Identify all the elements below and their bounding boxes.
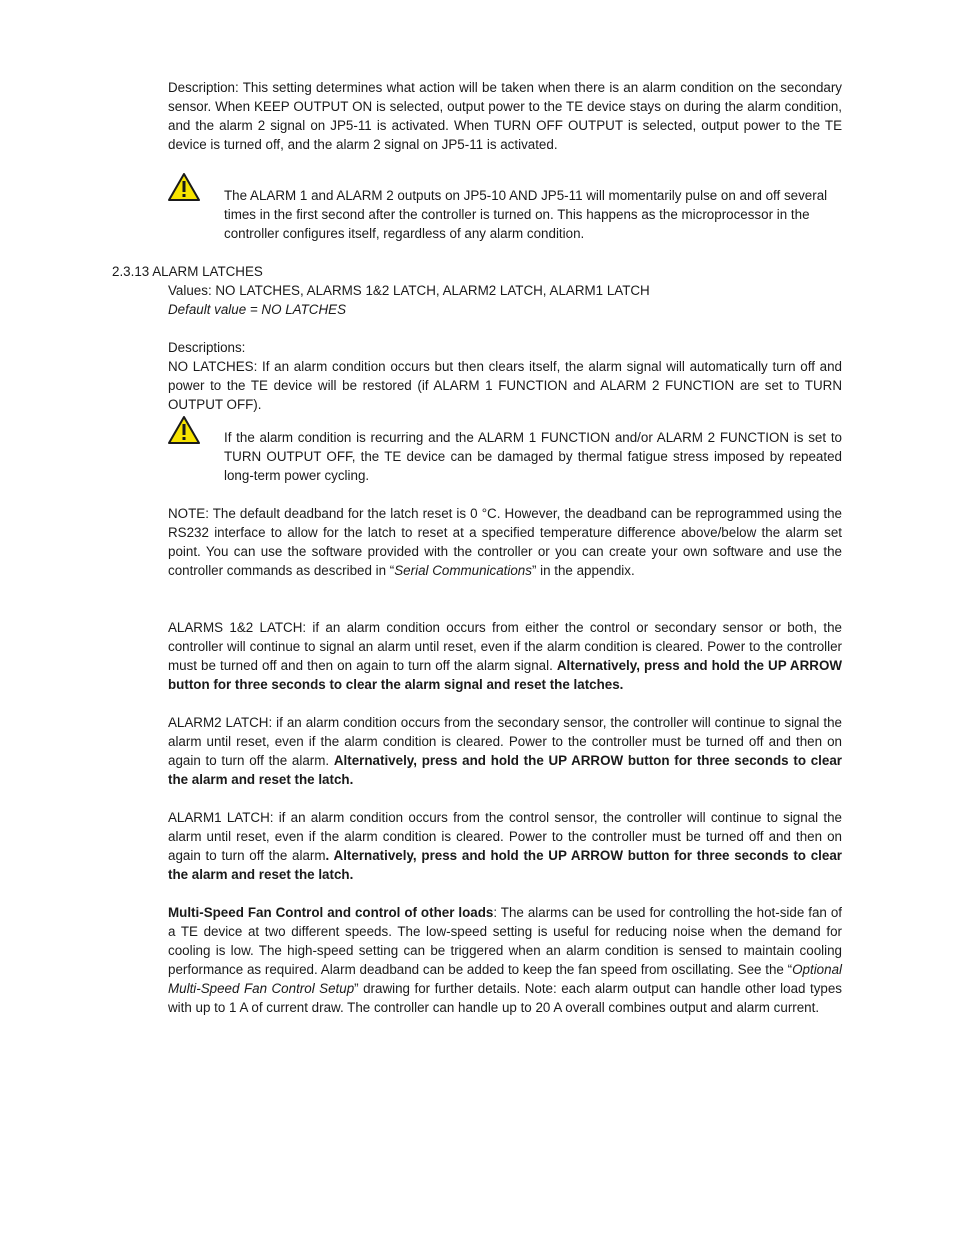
multi-speed-heading: Multi-Speed Fan Control and control of other loads (168, 905, 494, 920)
note-text-end: ” in the appendix. (531, 563, 635, 578)
multi-speed-text-end: ” drawing for further details. Note: each alarm output can handle other load types with up to 1 A of current draw. The controller can handle up to 20 A overall combines output and alarm current. (168, 981, 842, 1015)
alarm2-bold: Alternatively, press and hold the UP ARROW button for three seconds to clear the alarm and reset the latch. (168, 753, 843, 787)
warning-triangle-icon (168, 415, 200, 445)
note-paragraph (168, 504, 842, 580)
warning-note-1 (168, 172, 842, 244)
default-value-text: Default value = NO LATCHES (168, 302, 346, 317)
note-italic-ref: Serial Communications (394, 563, 532, 578)
alarms-1-2-bold: Alternatively, press and hold the UP ARROW button for three seconds to clear the alarm signal and reset the latches. (168, 658, 842, 692)
alarms-1-2-text: ALARMS 1&2 LATCH: if an alarm condition occurs from either the control or secondary sensor or both, the controller will continue to signal an alarm until reset, even if the alarm condition is cleared. Power to the controller must be turned off and then on again to turn off the alarm signal. (168, 620, 842, 673)
alarm1-bold: . Alternatively, press and hold the UP ARROW button for three seconds to clear the alarm and reset the latch. (168, 848, 842, 882)
section-heading: 2.3.13 ALARM LATCHES (112, 264, 263, 279)
default-value-line (168, 300, 842, 319)
note-text: NOTE: The default deadband for the latch reset is 0 °C. However, the deadband can be reprogrammed using the RS232 interface to allow for the latch to reset at a specified temperature difference above/below the alarm set point. You can use the software provided with the controller or you can create your own software and use the controller commands as described in “ (168, 506, 842, 578)
description-paragraph (168, 78, 842, 154)
alarm2-text: ALARM2 LATCH: if an alarm condition occurs from the secondary sensor, the controller will continue to signal the alarm until reset, even if the alarm condition is cleared. Power to the controller must be turned off and then on again to turn off the alarm. (168, 715, 842, 768)
alarms-1-2-latch-paragraph (168, 618, 842, 694)
warning-1-text (224, 186, 842, 243)
description-text: Description: This setting determines what action will be taken when there is an alarm condition on the secondary sensor. When KEEP OUTPUT ON is selected, output power to the TE device stays on during the alarm condition, and the alarm 2 signal on JP5-11 is activated. When TURN OFF OUTPUT is selected, output power to the TE device is turned off, and the alarm 2 signal on JP5-11 is activated. (168, 80, 842, 152)
values-line: Values: NO LATCHES, ALARMS 1&2 LATCH, ALARM2 LATCH, ALARM1 LATCH (168, 283, 650, 298)
no-latches-text: NO LATCHES: If an alarm condition occurs but then clears itself, the alarm signal will automatically turn off and power to the TE device will be restored (if ALARM 1 FUNCTION and ALARM 2 FUNCTION are set to TURN OUTPUT OFF). (168, 359, 842, 412)
warning-note-2 (168, 415, 842, 487)
warning-1-content: The ALARM 1 and ALARM 2 outputs on JP5-10 AND JP5-11 will momentarily pulse on and off several times in the first second after the controller is turned on. This happens as the microprocessor in the controller configures itself, regardless of any alarm condition. (224, 188, 828, 241)
multi-speed-fan-paragraph (168, 903, 842, 1017)
alarm1-latch-paragraph (168, 808, 842, 884)
multi-speed-text: : The alarms can be used for controlling the hot-side fan of a TE device at two different speeds. The low-speed setting is useful for reducing noise when the demand for cooling is low. The high-speed setting can be triggered when an alarm condition is sensed to maintain cooling performance as required. Alarm deadband can be added to keep the fan speed from oscillating. See the “ (168, 905, 842, 977)
alarm1-text: ALARM1 LATCH: if an alarm condition occurs from the control sensor, the controller will continue to signal the alarm until reset, even if the alarm condition is cleared. Power to the controller must be turned off and then on again to turn off the alarm (168, 810, 842, 863)
warning-2-content: If the alarm condition is recurring and the ALARM 1 FUNCTION and/or ALARM 2 FUNCTION is set to TURN OUTPUT OFF, the TE device can be damaged by thermal fatigue stress imposed by repeated long-term power cycling. (224, 430, 842, 483)
warning-triangle-icon (168, 172, 200, 202)
multi-speed-italic-ref: Optional Multi-Speed Fan Control Setup (168, 962, 842, 996)
no-latches-paragraph (168, 357, 842, 414)
descriptions-label: Descriptions: (168, 340, 246, 355)
alarm2-latch-paragraph (168, 713, 842, 789)
warning-2-text (224, 428, 842, 485)
